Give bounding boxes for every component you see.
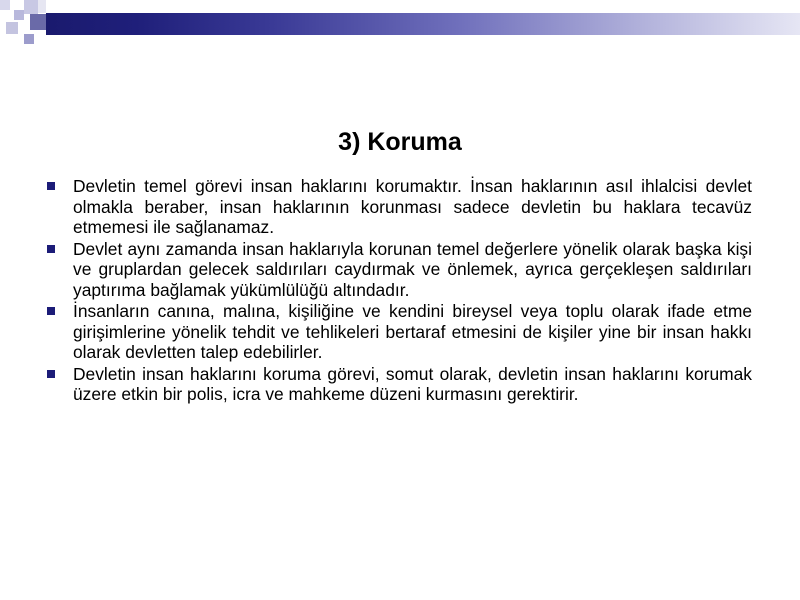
bullet-item	[44, 364, 752, 405]
header-gradient-bar	[46, 13, 800, 35]
bullet-text: Devletin insan haklarını koruma görevi, somut olarak, devletin insan haklarını korumak üzere etkin bir polis, icra ve mahkeme düzeni kurmasını gerektirir.	[73, 363, 752, 404]
square-bullet-icon	[47, 307, 55, 315]
decorative-square	[6, 22, 18, 34]
bullet-text: Devlet aynı zamanda insan haklarıyla korunan temel değerlere yönelik olarak başka kişi ve gruplardan gelecek saldırıları caydırmak ve önlemek, ayrıca gerçekleşen saldırıları yaptırıma bağlamak yükümlülüğü altındadır.	[73, 238, 752, 300]
square-bullet-icon	[47, 245, 55, 253]
slide-title: 3) Koruma	[338, 128, 462, 156]
decorative-square	[24, 34, 34, 44]
bullet-item	[44, 176, 752, 238]
decorative-square	[14, 10, 24, 20]
bullet-list	[44, 176, 752, 406]
bullet-text: İnsanların canına, malına, kişiliğine ve kendini bireysel veya toplu olarak ifade etme girişimlerine yönelik tehdit ve tehlikeleri bertaraf etmesini de kişiler yine bir insan hakkı olarak devletten talep edebilirler.	[73, 301, 752, 362]
square-bullet-icon	[47, 182, 55, 190]
square-bullet-icon	[47, 370, 55, 378]
bullet-item	[44, 239, 752, 301]
bullet-item	[44, 301, 752, 363]
decorative-square	[0, 0, 10, 10]
decorative-square	[38, 0, 46, 13]
bullet-text: Devletin temel görevi insan haklarını korumaktır. İnsan haklarının asıl ihlalcisi devlet olmakla beraber, insan haklarının korunması sadece devletin bu haklara tecavüz etmemesi ile sağlanamaz.	[73, 176, 752, 237]
decorative-square	[24, 0, 38, 14]
decorative-square	[30, 14, 46, 30]
